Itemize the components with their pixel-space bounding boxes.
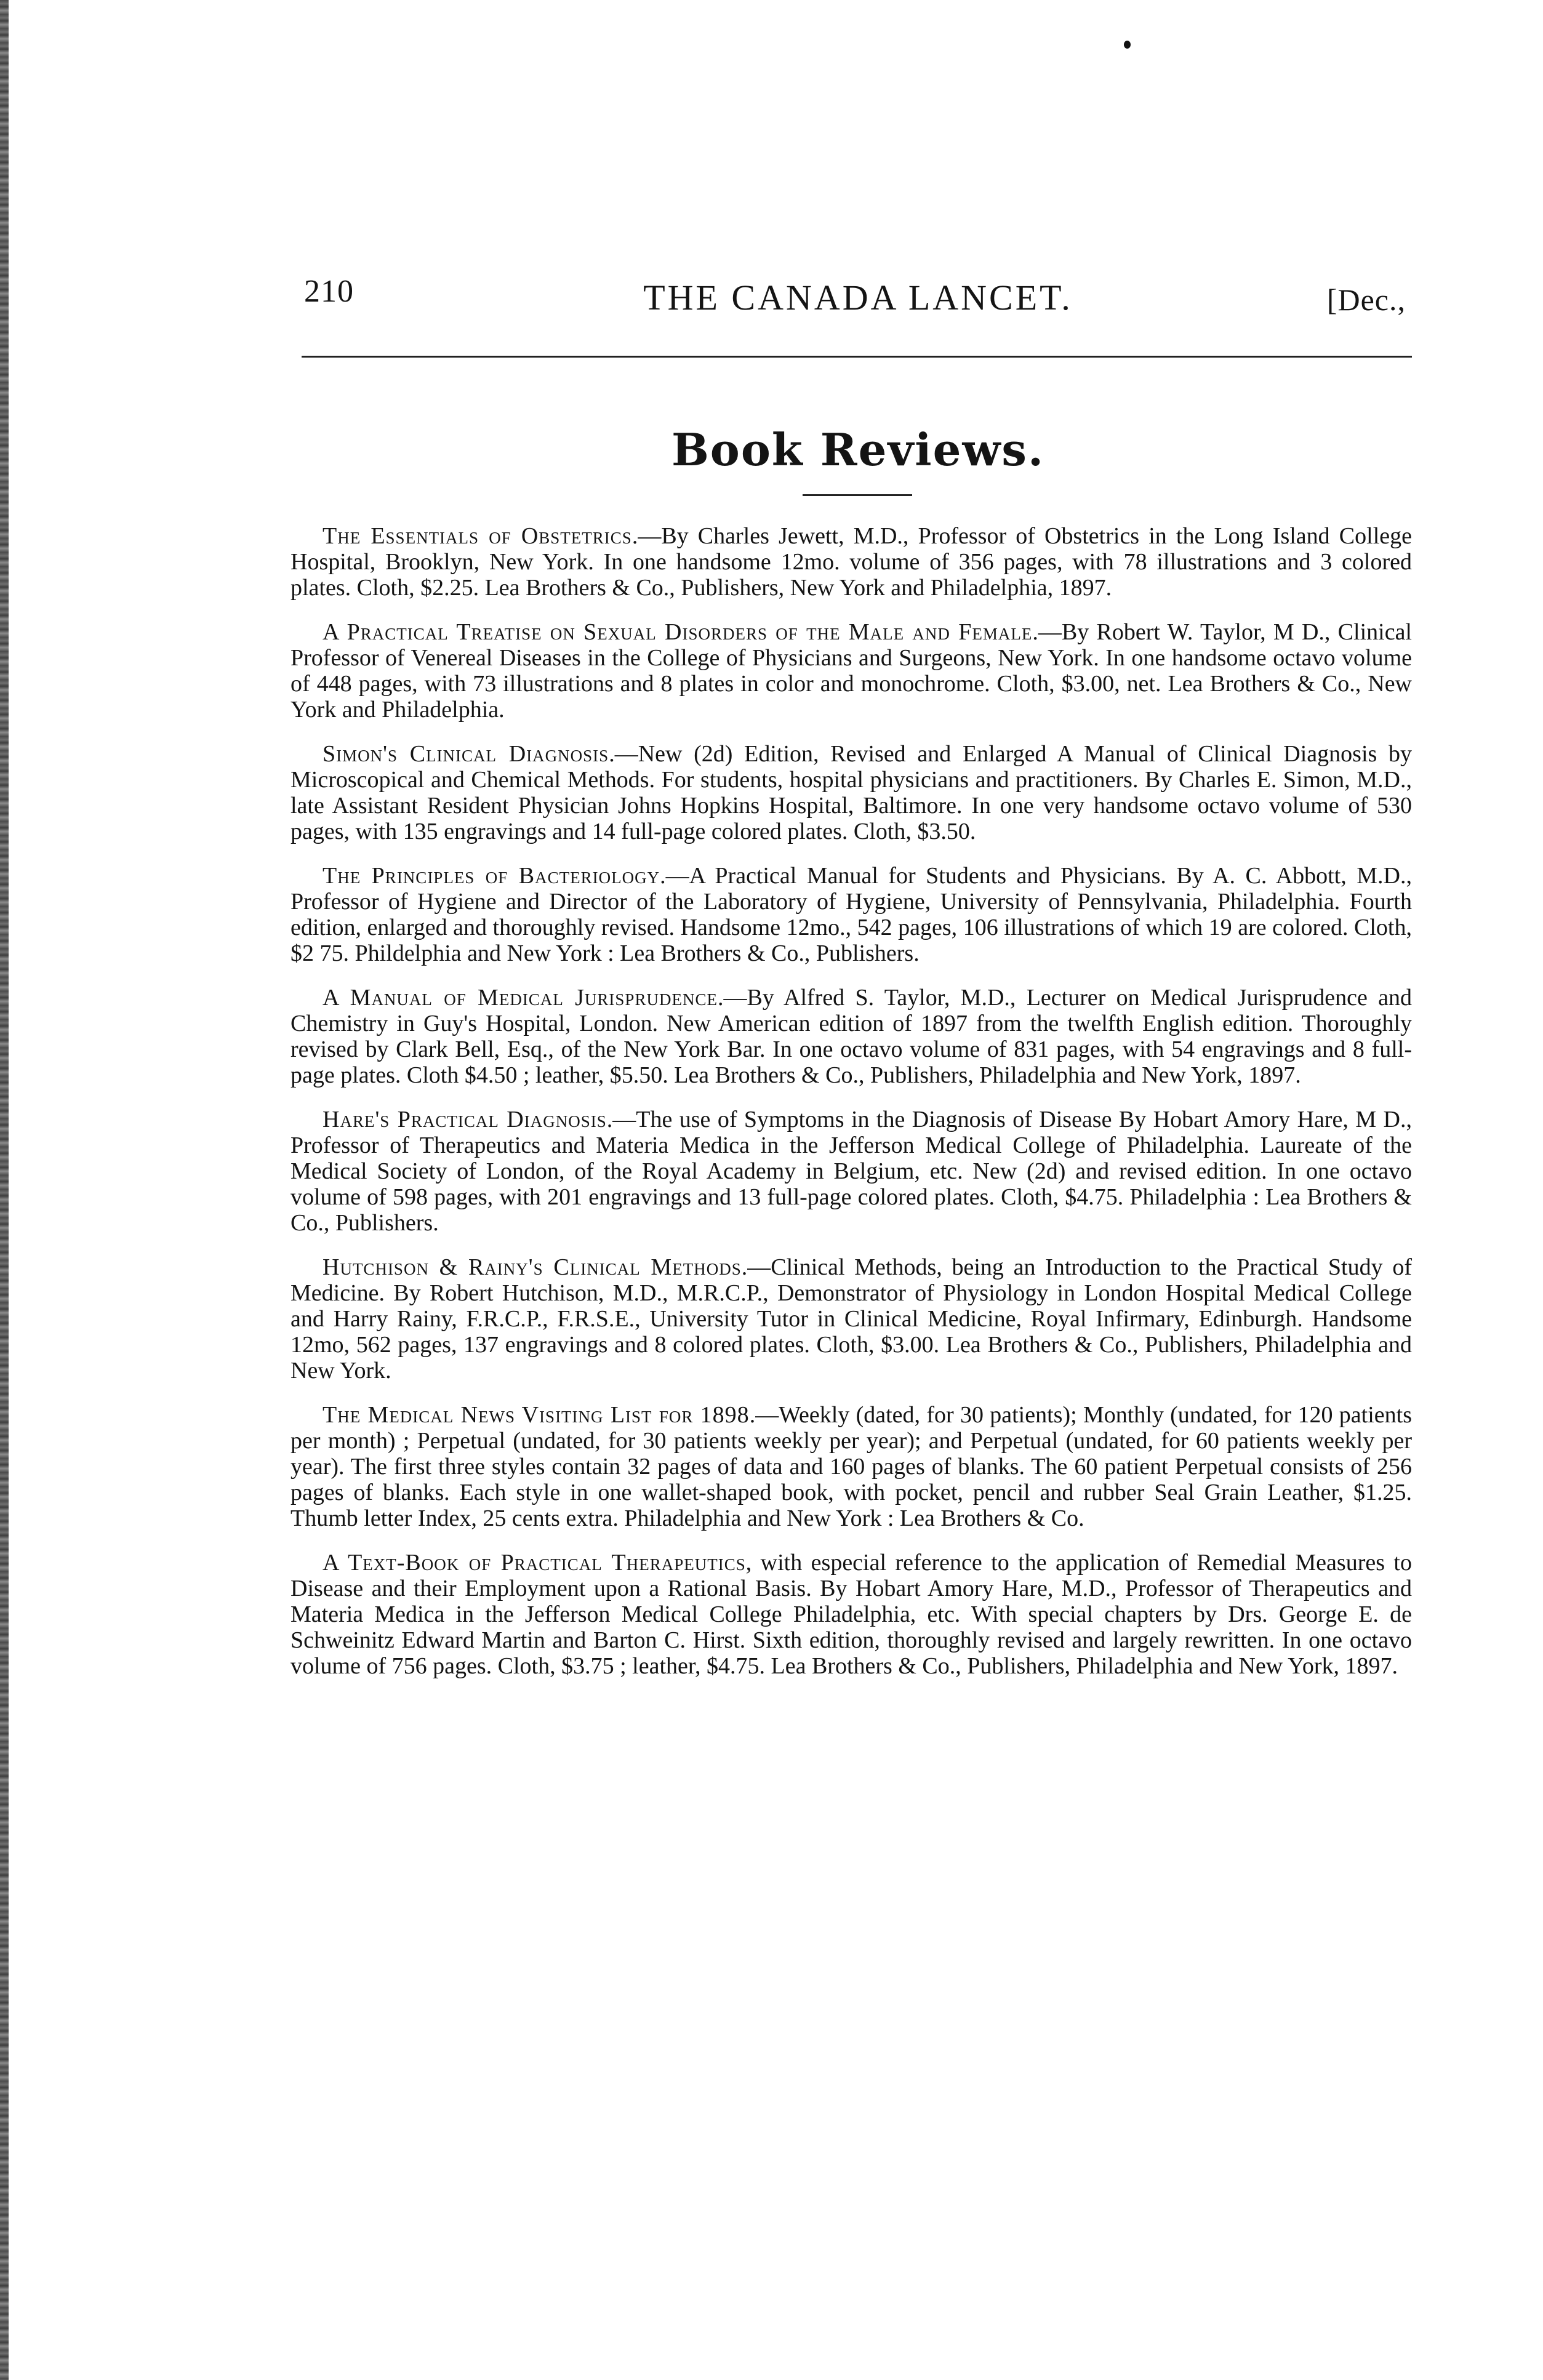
review-text: .—The use of Symptoms in the Diagnosis of Disease By Hobart Amory Hare, M D., Professor of Therapeutics and Materia Medica in the Jefferson Medical College of Philadelphia. Laureate of the Medical Society of London, of the Royal Academy in Belgium, etc. New (2d) and revised edition. In one octavo volume of 598 pages, with 201 engravings and 13 full-page colored plates. Cloth, $4.75. Philadelphia : Lea Brothers & Co., Publishers. bbox=[291, 1107, 1412, 1236]
scan-edge-shadow bbox=[0, 0, 9, 2380]
review-text: .—Weekly (dated, for 30 patients); Monthly (undated, for 120 patients per month) ; Perpetual (undated, for 30 patients weekly per year); and Perpetual (undated, for 60 patients weekly per year). The first three styles contain 32 pages of data and 160 pages of blanks. The 60 patient Perpetual consists of 256 pages of blanks. Each style in one wallet-shaped book, with pocket, pencil and rubber Seal Grain Leather, $1.25. Thumb letter Index, 25 cents extra. Philadelphia and New York : Lea Brothers & Co. bbox=[291, 1402, 1412, 1531]
review-entry bbox=[291, 985, 1412, 1088]
header-rule bbox=[302, 356, 1412, 358]
review-text: , with especial reference to the application of Remedial Measures to Disease and their Employment upon a Rational Basis. By Hobart Amory Hare, M.D., Professor of Therapeutics and Materia Medica in the Jefferson Medical College Philadelphia, etc. With special chapters by Drs. George E. de Schweinitz Edward Martin and Barton C. Hirst. Sixth edition, thoroughly revised and largely rewritten. In one octavo volume of 756 pages. Cloth, $3.75 ; leather, $4.75. Lea Brothers & Co., Publishers, Philadelphia and New York, 1897. bbox=[291, 1550, 1412, 1679]
section-title: Book Reviews. bbox=[671, 423, 1045, 476]
page-number: 210 bbox=[304, 274, 354, 309]
review-text: .—By Robert W. Taylor, M D., Clinical Professor of Venereal Diseases in the College of Physicians and Surgeons, New York. In one handsome octavo volume of 448 pages, with 73 illustrations and 8 plates in color and monochrome. Cloth, $3.00, net. Lea Brothers & Co., New York and Philadelphia. bbox=[291, 619, 1412, 723]
review-text: .—By Alfred S. Taylor, M.D., Lecturer on Medical Jurisprudence and Chemistry in Guy's Hospital, London. New American edition of 1897 from the twelfth English edition. Thoroughly revised by Clark Bell, Esq., of the New York Bar. In one octavo volume of 831 pages, with 54 engravings and 8 full-page plates. Cloth $4.50 ; leather, $5.50. Lea Brothers & Co., Publishers, Philadelphia and New York, 1897. bbox=[291, 985, 1412, 1088]
review-entry bbox=[291, 1550, 1412, 1679]
book-title: Hare's Practical Diagnosis bbox=[323, 1107, 607, 1132]
issue-date: [Dec., bbox=[1326, 282, 1406, 317]
book-title: Simon's Clinical Diagnosis bbox=[323, 741, 609, 767]
book-title: The Medical News Visiting List for 1898 bbox=[323, 1402, 750, 1428]
book-title: The Principles of Bacteriology bbox=[323, 863, 660, 889]
ink-speck bbox=[1124, 41, 1131, 49]
book-title: The Essentials of Obstetrics bbox=[323, 523, 632, 549]
review-entry bbox=[291, 741, 1412, 844]
review-text: .—New (2d) Edition, Revised and Enlarged A Manual of Clinical Diagnosis by Microscopical and Chemical Methods. For students, hospital physicians and practitioners. By Charles E. Simon, M.D., late Assistant Resident Physician Johns Hopkins Hospital, Baltimore. In one very handsome octavo volume of 530 pages, with 135 engravings and 14 full-page colored plates. Cloth, $3.50. bbox=[291, 741, 1412, 844]
book-title: A Practical Treatise on Sexual Disorders of the Male and Female bbox=[323, 619, 1033, 645]
page-header bbox=[304, 273, 1412, 359]
review-entry bbox=[291, 1254, 1412, 1384]
review-entry bbox=[291, 1402, 1412, 1531]
book-title: Hutchison & Rainy's Clinical Methods bbox=[323, 1254, 742, 1280]
book-title: A Text-Book of Practical Therapeutics bbox=[323, 1550, 746, 1576]
review-entry bbox=[291, 523, 1412, 601]
book-title: A Manual of Medical Jurisprudence bbox=[323, 985, 718, 1011]
review-entry bbox=[291, 863, 1412, 966]
title-rule bbox=[803, 494, 912, 496]
review-text: .—A Practical Manual for Students and Physicians. By A. C. Abbott, M.D., Professor of Hygiene and Director of the Laboratory of Hygiene, University of Pennsylvania, Philadelphia. Fourth edition, enlarged and thoroughly revised. Handsome 12mo., 542 pages, 106 illustrations of which 19 are colored. Cloth, $2 75. Phildelphia and New York : Lea Brothers & Co., Publishers. bbox=[291, 863, 1412, 966]
review-text: .—By Charles Jewett, M.D., Professor of Obstetrics in the Long Island College Hospital, Brooklyn, New York. In one handsome 12mo. volume of 356 pages, with 78 illustrations and 3 colored plates. Cloth, $2.25. Lea Brothers & Co., Publishers, New York and Philadelphia, 1897. bbox=[291, 523, 1412, 601]
reviews-list bbox=[291, 523, 1412, 1697]
review-entry bbox=[291, 1107, 1412, 1236]
review-text: .—Clinical Methods, being an Introduction to the Practical Study of Medicine. By Robert Hutchison, M.D., M.R.C.P., Demonstrator of Physiology in London Hospital Medical College and Harry Rainy, F.R.C.P., F.R.S.E., University Tutor in Clinical Medicine, Royal Infirmary, Edinburgh. Handsome 12mo, 562 pages, 137 engravings and 8 colored plates. Cloth, $3.00. Lea Brothers & Co., Publishers, Philadelphia and New York. bbox=[291, 1254, 1412, 1384]
review-entry bbox=[291, 619, 1412, 723]
running-head: THE CANADA LANCET. bbox=[643, 278, 1073, 318]
